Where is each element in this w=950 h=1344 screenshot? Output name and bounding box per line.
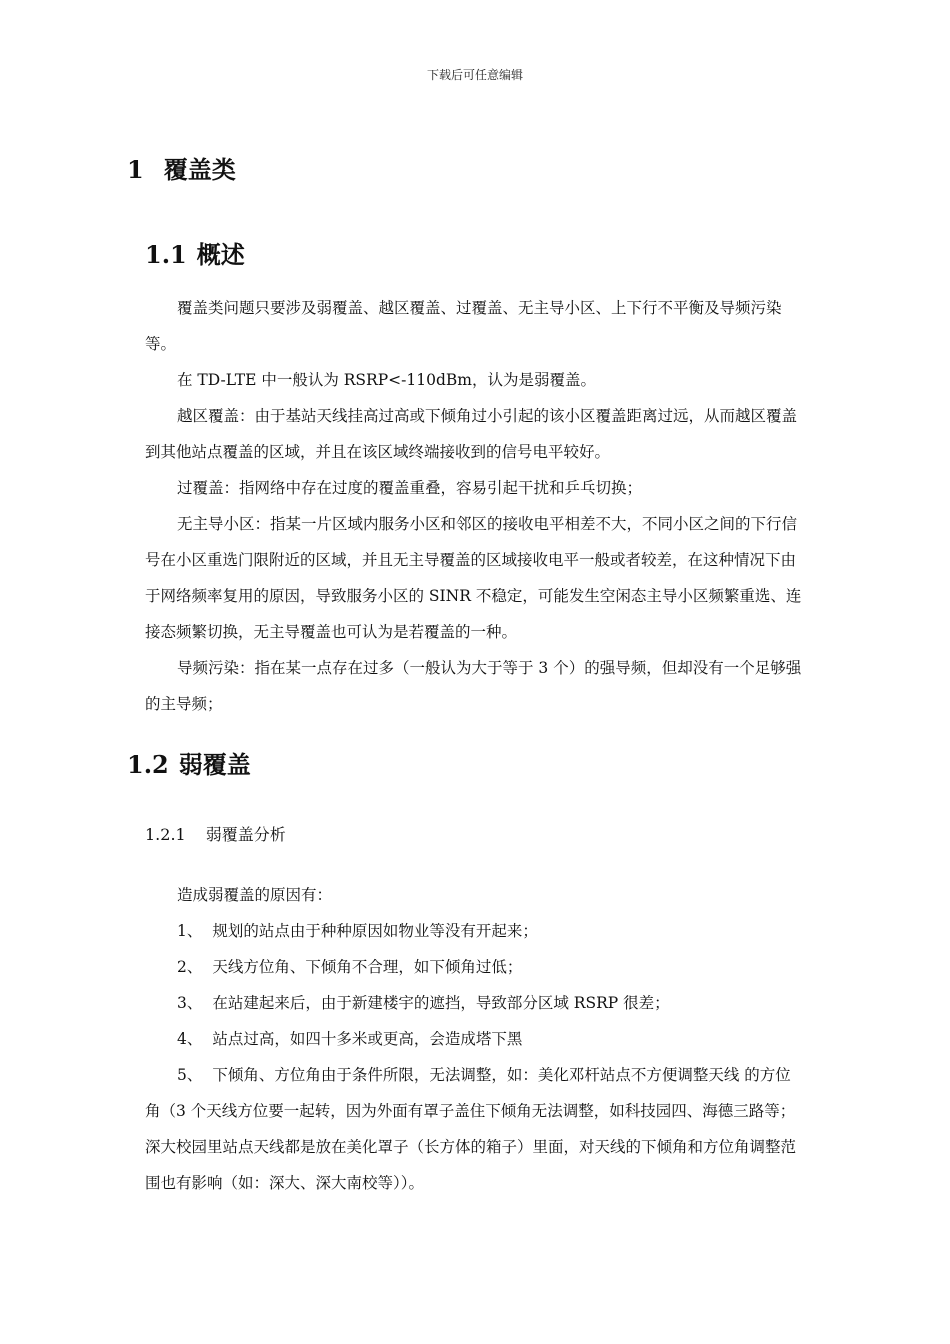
list-number: 3、: [177, 994, 203, 1012]
heading-number: 1: [127, 155, 144, 184]
list-number: 5、: [177, 1066, 203, 1084]
list-number: 4、: [177, 1030, 203, 1048]
list-text: 天线方位角、下倾角不合理，如下倾角过低；: [212, 958, 523, 976]
heading-section-1-1: [145, 235, 245, 270]
list-item: [145, 913, 805, 949]
paragraph: 在 TD-LTE 中一般认为 RSRP<-110dBm，认为是弱覆盖。: [177, 371, 596, 389]
overview-body: [145, 290, 805, 722]
heading-section-1: [127, 150, 236, 185]
list-text: 下倾角、方位角由于条件所限，无法调整，如：美化邓杆站点不方便调整天线 的方位角（3 个天线方位要一起转，因为外面有罩子盖住下倾角无法调整，如科技园四、海德三路等；深大校园里站点天线都是放在美化罩子（长方体的箱子）里面，对天线的下倾角和方位角调整范围也有影响（如：深大、深大南校等））。: [145, 1066, 797, 1192]
heading-number: 1.1: [145, 240, 187, 269]
paragraph: 过覆盖：指网络中存在过度的覆盖重叠，容易引起干扰和乒乓切换；: [177, 479, 643, 497]
paragraph: 造成弱覆盖的原因有：: [177, 886, 333, 904]
page-header: 下载后可任意编辑: [426, 68, 523, 82]
list-item: [145, 1021, 805, 1057]
list-item: [145, 949, 805, 985]
list-number: 1、: [177, 922, 203, 940]
paragraph: 导频污染：指在某一点存在过多（一般认为大于等于 3 个）的强导频，但却没有一个足够强的主导频；: [145, 659, 802, 713]
list-text: 在站建起来后，由于新建楼宇的遮挡，导致部分区域 RSRP 很差；: [212, 994, 670, 1012]
paragraph: 无主导小区：指某一片区域内服务小区和邻区的接收电平相差不大，不同小区之间的下行信号在小区重选门限附近的区域，并且无主导覆盖的区域接收电平一般或者较差，在这种情况下由于网络频率复用的原因，导致服务小区的 SINR 不稳定，可能发生空闲态主导小区频繁重选、连接态频繁切换，无主导覆盖也可认为是若覆盖的一种。: [145, 515, 802, 641]
heading-number: 1.2: [127, 750, 169, 779]
list-item: [145, 985, 805, 1021]
list-text: 站点过高，如四十多米或更高，会造成塔下黑: [212, 1030, 523, 1048]
heading-section-1-2-1: [145, 822, 286, 845]
heading-title: 覆盖类: [163, 155, 236, 184]
paragraph: 覆盖类问题只要涉及弱覆盖、越区覆盖、过覆盖、无主导小区、上下行不平衡及导频污染等。: [145, 299, 782, 353]
heading-title: 弱覆盖: [178, 750, 251, 779]
heading-number: 1.2.1: [145, 825, 186, 844]
heading-section-1-2: [127, 745, 251, 780]
list-number: 2、: [177, 958, 203, 976]
weak-coverage-body: [145, 877, 805, 1201]
paragraph: 越区覆盖：由于基站天线挂高过高或下倾角过小引起的该小区覆盖距离过远，从而越区覆盖到其他站点覆盖的区域，并且在该区域终端接收到的信号电平较好。: [145, 407, 798, 461]
heading-title: 概述: [196, 240, 245, 269]
list-text: 规划的站点由于种种原因如物业等没有开起来；: [212, 922, 538, 940]
heading-title: 弱覆盖分析: [205, 825, 286, 844]
list-item: [145, 1057, 805, 1201]
